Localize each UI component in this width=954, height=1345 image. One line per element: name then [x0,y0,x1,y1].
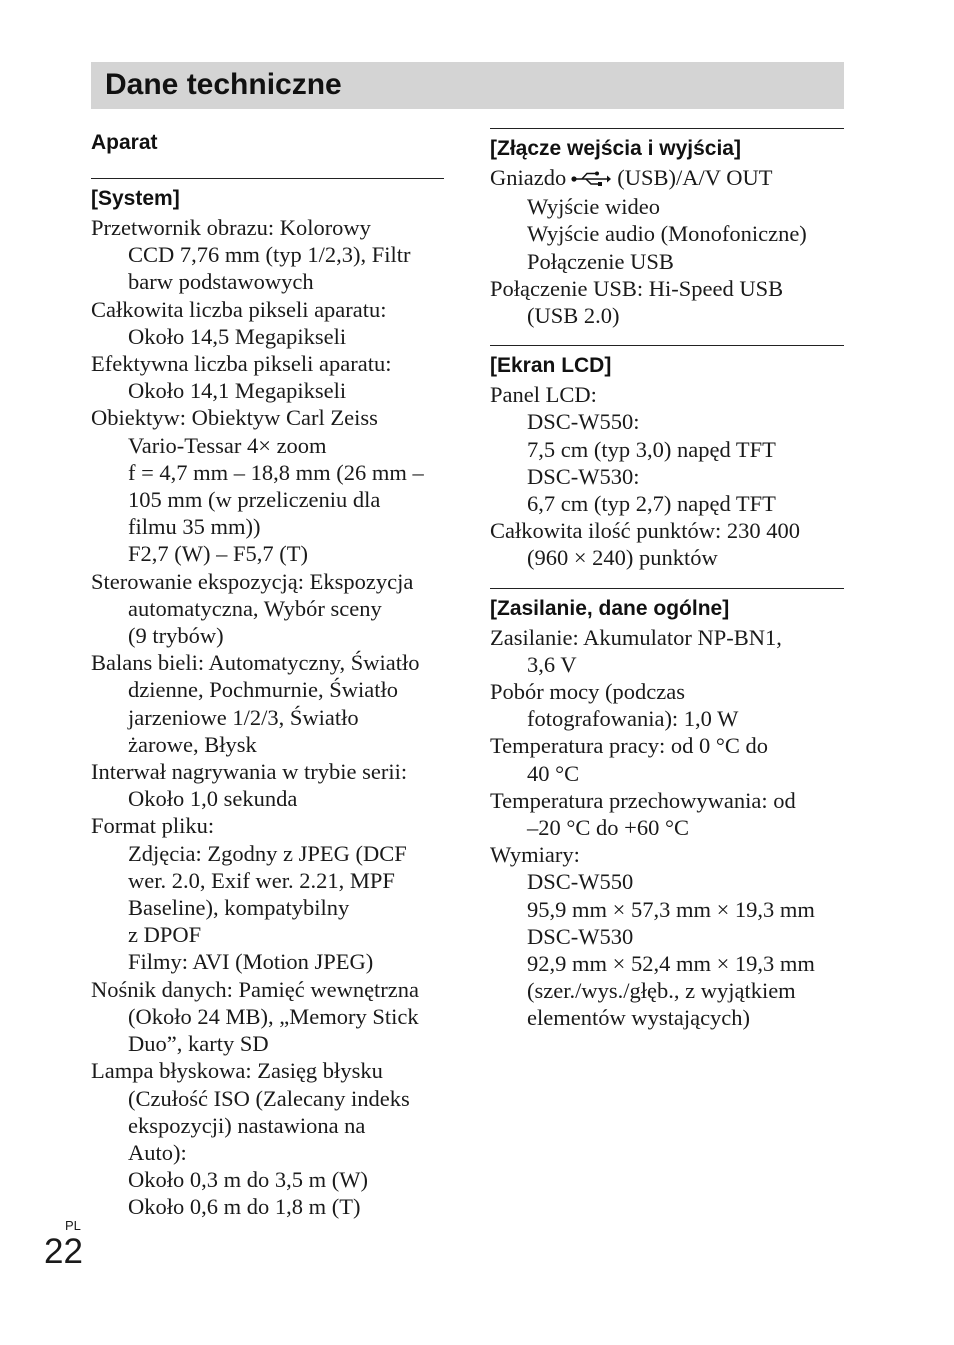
spec-line: Całkowita liczba pikseli aparatu: [91,296,387,322]
spec-line: 95,9 mm × 57,3 mm × 19,3 mm [527,896,815,922]
spec-line: jarzeniowe 1/2/3, Światło [128,704,359,730]
spec-line: Sterowanie ekspozycją: Ekspozycja [91,568,414,594]
spec-line: Około 1,0 sekunda [128,786,298,812]
spec-line: Duo”, karty SD [128,1031,269,1057]
spec-line: filmu 35 mm)) [128,514,261,540]
title-bar [91,62,844,109]
spec-line: Połączenie USB: Hi-Speed USB [490,275,784,301]
section-title: [Zasilanie, dane ogólne] [490,596,730,620]
spec-line: Lampa błyskowa: Zasięg błysku [91,1058,383,1084]
spec-line: z DPOF [128,922,202,948]
page-language-label: PL [65,1218,81,1233]
spec-line: 6,7 cm (typ 2,7) napęd TFT [527,491,776,517]
spec-line: Wyjście wideo [527,194,660,220]
spec-line: Zdjęcia: Zgodny z JPEG (DCF [128,840,407,866]
section-rule [490,128,844,129]
spec-list [490,624,844,1032]
spec-line: Efektywna liczba pikseli aparatu: [91,351,392,377]
spec-line: –20 °C do +60 °C [527,815,689,841]
spec-line: Około 0,3 m do 3,5 m (W) [128,1167,368,1193]
spec-line: Baseline), kompatybilny [128,895,350,921]
spec-line: dzienne, Pochmurnie, Światło [128,677,398,703]
spec-line: (Czułość ISO (Zalecany indeks [128,1085,410,1111]
right-column [490,128,844,1032]
spec-line: Filmy: AVI (Motion JPEG) [128,949,374,975]
spec-line: f = 4,7 mm – 18,8 mm (26 mm – [128,459,424,485]
spec-line: 40 °C [527,760,580,786]
spec-line: (9 trybów) [128,623,224,649]
spec-line: (960 × 240) punktów [527,545,718,571]
spec-line-text: (USB)/A/V OUT [617,165,773,190]
spec-line: 92,9 mm × 52,4 mm × 19,3 mm [527,951,815,977]
spec-line: Wyjście audio (Monofoniczne) [527,221,807,247]
section-title: [Złącze wejścia i wyjścia] [490,137,741,160]
system-spec-list [91,214,444,1221]
spec-line: DSC-W530 [527,923,634,949]
spec-line: DSC-W550 [527,869,634,895]
section-rule [490,588,844,589]
section-title: [Ekran LCD] [490,354,612,378]
spec-line: Całkowita ilość punktów: 230 400 [490,518,800,544]
spec-line: Interwał nagrywania w trybie serii: [91,759,408,785]
spec-line: Temperatura pracy: od 0 °C do [490,733,768,759]
spec-line: Wymiary: [490,842,580,868]
spec-line: Obiektyw: Obiektyw Carl Zeiss [91,405,378,431]
spec-line: Nośnik danych: Pamięć wewnętrzna [91,976,420,1002]
spec-line: (Około 24 MB), „Memory Stick [128,1003,419,1029]
spec-line: 7,5 cm (typ 3,0) napęd TFT [527,436,776,462]
spec-line: 105 mm (w przeliczeniu dla [128,487,381,513]
section-title-system: [System] [91,187,180,210]
spec-line: F2,7 (W) – F5,7 (T) [128,541,308,567]
spec-line: wer. 2.0, Exif wer. 2.21, MPF [128,867,395,893]
left-column [91,128,444,1221]
section-rule [91,178,444,179]
spec-line: Vario-Tessar 4× zoom [128,432,327,458]
spec-line: fotografowania): 1,0 W [527,706,739,732]
spec-line: DSC-W530: [527,463,640,489]
subsection-heading-aparat: Aparat [91,131,158,154]
spec-line: automatyczna, Wybór sceny [128,595,382,621]
spec-line: (USB 2.0) [527,303,620,329]
page-title: Dane techniczne [105,68,342,101]
spec-line: Około 0,6 m do 1,8 m (T) [128,1194,361,1220]
spec-list [490,164,844,329]
page-number: 22 [44,1232,83,1271]
spec-line: CCD 7,76 mm (typ 1/2,3), Filtr [128,242,411,268]
spec-line: Połączenie USB [527,248,674,274]
spec-line: Zasilanie: Akumulator NP-BN1, [490,624,782,650]
spec-line: Pobór mocy (podczas [490,679,685,705]
spec-line: Balans bieli: Automatyczny, Światło [91,650,420,676]
spec-line: DSC-W550: [527,409,640,435]
spec-line: elementów wystających) [527,1005,751,1031]
spec-line: Temperatura przechowywania: od [490,787,796,813]
spec-line: Przetwornik obrazu: Kolorowy [91,215,371,240]
spec-line: Około 14,1 Megapikseli [128,378,347,404]
spec-line: (szer./wys./głęb., z wyjątkiem [527,978,796,1004]
spec-line: ekspozycji) nastawiona na [128,1112,366,1138]
spec-line: Około 14,5 Megapikseli [128,323,347,349]
spec-line-text: Gniazdo [490,165,567,190]
spec-line [490,164,844,193]
usb-icon [571,166,611,193]
spec-line: Auto): [128,1139,187,1165]
spec-list [490,381,844,571]
spec-line: Panel LCD: [490,382,597,408]
section-rule [490,345,844,346]
spec-line: Format pliku: [91,813,215,839]
spec-line: żarowe, Błysk [128,731,257,757]
spec-line: barw podstawowych [128,269,314,295]
spec-line: 3,6 V [527,651,577,677]
